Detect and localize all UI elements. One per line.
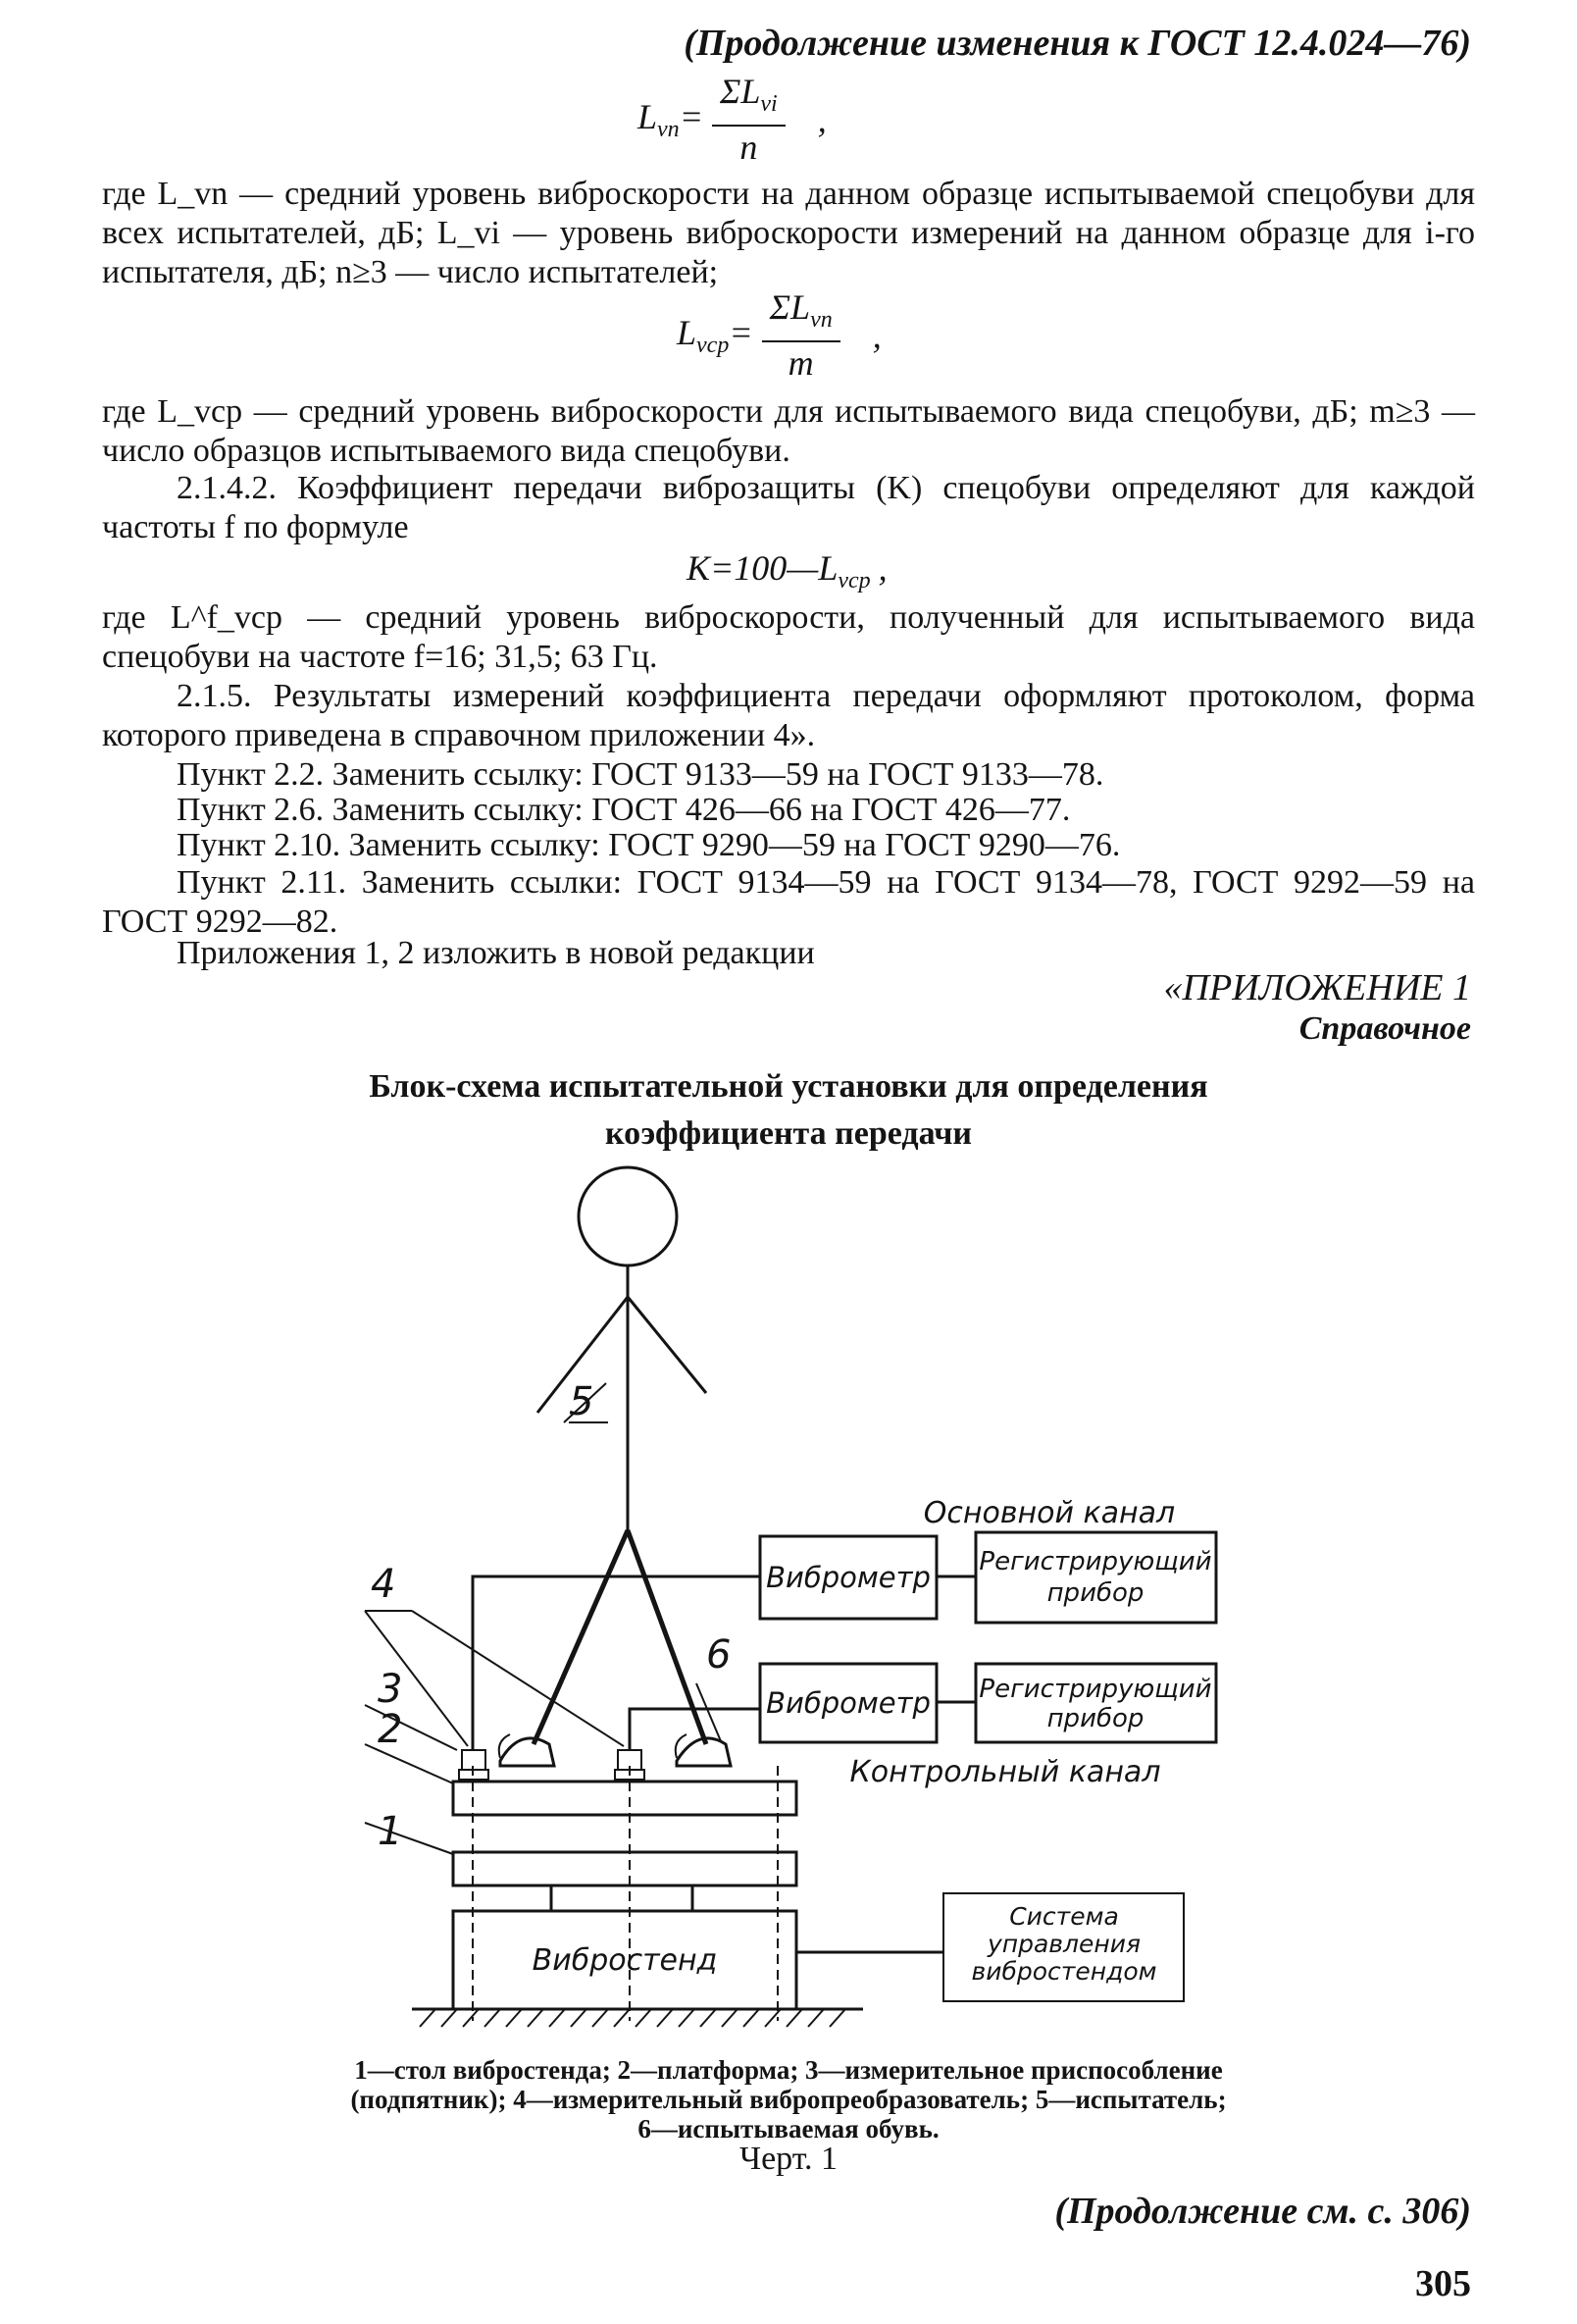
paragraph-appendices: Приложения 1, 2 изложить в новой редакции <box>177 935 815 971</box>
control-system-label-2: управления <box>987 1930 1142 1958</box>
vibrometer-main-label: Виброметр <box>766 1561 931 1594</box>
appendix-title-line-1: Блок-схема испытательной установки для определения <box>369 1068 1208 1105</box>
callout-5: 5 <box>569 1379 594 1424</box>
figure-caption-line-3: 6—испытываемая обувь. <box>637 2114 940 2143</box>
control-system-label-1: Система <box>1009 1902 1119 1931</box>
paragraph-punkt-2-2: Пункт 2.2. Заменить ссылку: ГОСТ 9133—59 на ГОСТ 9133—78. <box>177 756 1104 793</box>
figure-caption-line-1: 1—стол вибростенда; 2—платформа; 3—измерительное приспособление <box>354 2055 1223 2085</box>
continuation-note: (Продолжение см. с. 306) <box>1054 2191 1471 2232</box>
formula-lvcp: $L_{vср}=$ $\frac{\Sigma L_{vn}}{m}$ , <box>677 287 882 384</box>
figure-label: Черт. 1 <box>738 2141 839 2177</box>
platform <box>453 1782 796 1815</box>
callout-2: 2 <box>378 1707 403 1752</box>
paragraph-punkt-2-6: Пункт 2.6. Заменить ссылку: ГОСТ 426—66 на ГОСТ 426—77. <box>177 792 1071 828</box>
paragraph-lfvcp-definition: где L^f_vср — средний уровень виброскорости, полученный для испытываемого вида спецобуви на частоте f=16; 31,5; 63 Гц. <box>102 599 1475 675</box>
shoe-left <box>500 1738 554 1766</box>
appendix-type: Справочное <box>1298 1010 1471 1047</box>
vibrostand-table <box>453 1852 796 1885</box>
vibrometer-control-label: Виброметр <box>766 1686 931 1720</box>
recorder-main-label-2: прибор <box>1046 1578 1145 1608</box>
tester-head <box>579 1167 677 1265</box>
callout-4: 4 <box>371 1562 396 1607</box>
running-header: (Продолжение изменения к ГОСТ 12.4.024—76) <box>684 23 1471 64</box>
page-number: 305 <box>1415 2263 1471 2304</box>
formula-k: $K=100—L_{vср}$ , <box>687 548 888 594</box>
paragraph-lvn-definition: где L_vn — средний уровень виброскорости на данном образце испытываемой спецобуви для всех испытателей, дБ; L_vi — уровень виброскорости измерений на данном образце для i-го испытателя, дБ; n≥3 — число испытателей; <box>102 176 1475 290</box>
control-channel-label: Контрольный канал <box>849 1755 1161 1789</box>
recorder-control-label-1: Регистрирующий <box>979 1675 1212 1704</box>
recorder-main-label-1: Регистрирующий <box>979 1547 1212 1576</box>
vibrostand-label: Вибростенд <box>532 1943 718 1978</box>
appendix-title-line-2: коэффициента передачи <box>605 1115 972 1152</box>
appendix-label: «ПРИЛОЖЕНИЕ 1 <box>1163 967 1471 1008</box>
main-channel-label: Основной канал <box>923 1496 1176 1530</box>
paragraph-2-1-4-2: 2.1.4.2. Коэффициент передачи виброзащиты (K) спецобуви определяют для каждой частоты f по формуле <box>102 470 1475 545</box>
paragraph-punkt-2-10: Пункт 2.10. Заменить ссылку: ГОСТ 9290—59 на ГОСТ 9290—76. <box>177 827 1121 863</box>
paragraph-lvcp-definition: где L_vср — средний уровень виброскорости для испытываемого вида спецобуви, дБ; m≥3 — число образцов испытываемого вида спецобуви. <box>102 393 1475 469</box>
paragraph-2-1-5: 2.1.5. Результаты измерений коэффициента передачи оформляют протоколом, форма которого приведена в справочном приложении 4». <box>102 678 1475 753</box>
recorder-main-box <box>976 1532 1216 1623</box>
formula-lvn: $L_{vn}=$ $\frac{\Sigma L_{vi}}{n}$ , <box>637 72 827 168</box>
callout-3: 3 <box>378 1667 403 1712</box>
recorder-control-label-2: прибор <box>1046 1704 1145 1733</box>
control-system-label-3: вибростендом <box>971 1957 1157 1986</box>
paragraph-punkt-2-11: Пункт 2.11. Заменить ссылки: ГОСТ 9134—59 на ГОСТ 9134—78, ГОСТ 9292—59 на ГОСТ 9292—82. <box>102 864 1475 940</box>
callout-6: 6 <box>706 1632 732 1678</box>
figure-caption-line-2: (подпятник); 4—измерительный вибропреобразователь; 5—испытатель; <box>350 2085 1227 2114</box>
callout-1: 1 <box>378 1809 403 1854</box>
